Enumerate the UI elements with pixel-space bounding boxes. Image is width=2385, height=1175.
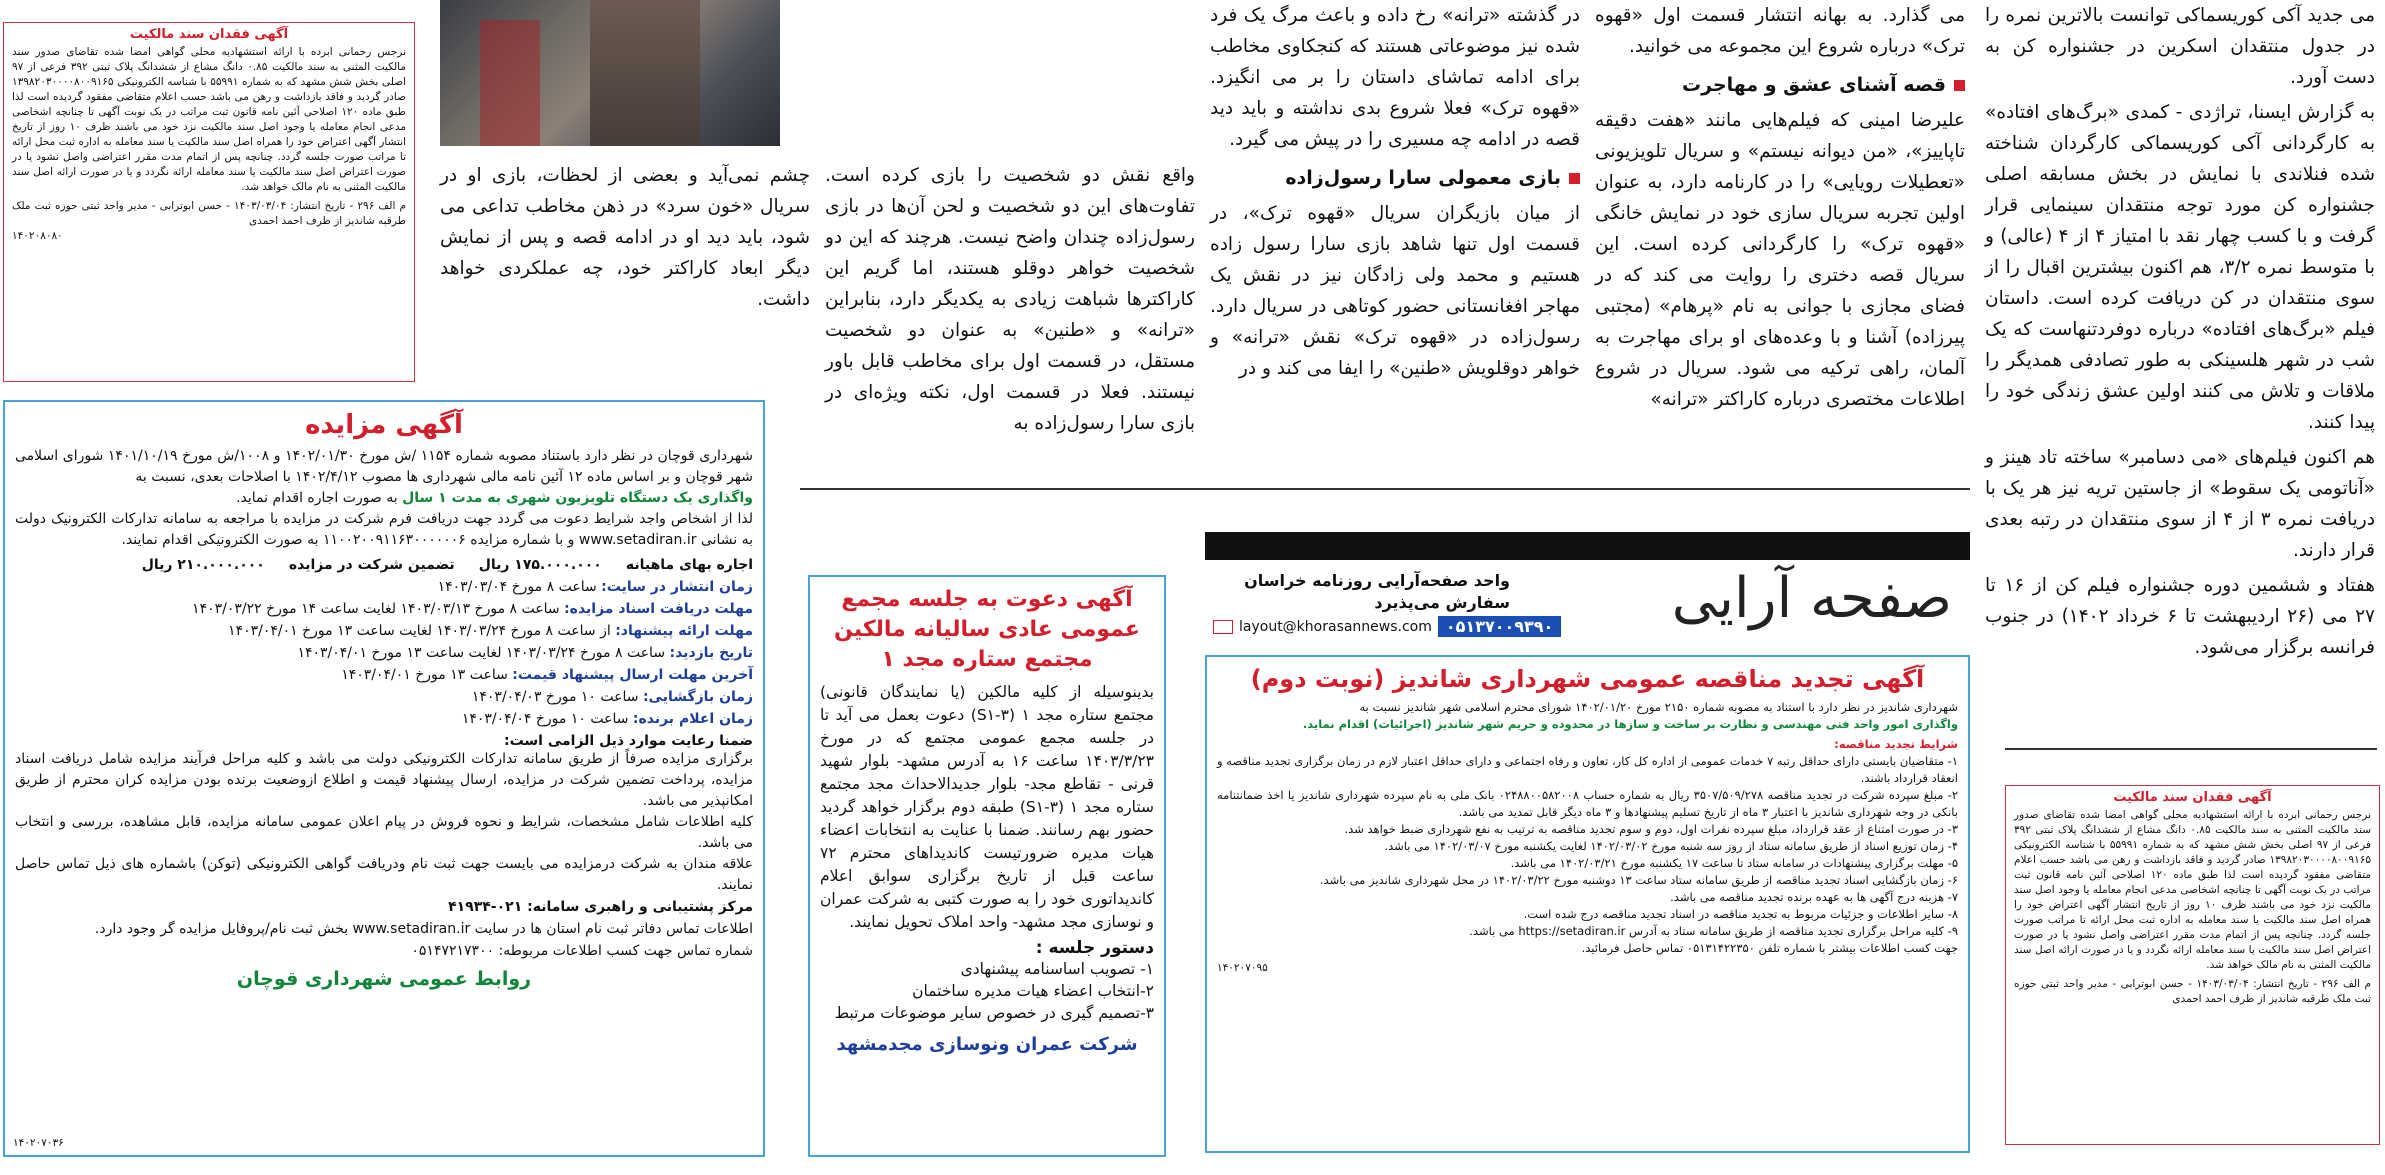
tender-item: ۷- هزینه درج آگهی ها به عهده برنده تجدید مناقصه می باشد. xyxy=(1670,890,1958,904)
paragraph: از میان بازیگران سریال «قهوه ترک»، در قسمت اول تنها شاهد بازی سارا رسول زاده هستیم و محمد ولی زادگان نیز در نقش یک مهاجر افغانستانی حضور کوتاهی در سریال دارد. رسول‌زاده در «قهوه ترک» نقش «ترانه» و خواهر دوقلویش «طنین» را ایفا می کند و در xyxy=(1210,203,1580,379)
auction-prices xyxy=(15,554,753,576)
schedule-key: زمان اعلام برنده: xyxy=(632,711,753,727)
auction-intro2: به صورت اجاره اقدام نماید. xyxy=(236,490,398,506)
schedule-key: مهلت ارائه پیشنهاد: xyxy=(615,623,753,639)
ad-code: ۱۴۰۲۰۸۰۸۰ xyxy=(12,230,63,242)
schedule-row xyxy=(15,576,753,598)
lost-deed-title: آگهی فقدان سند مالکیت xyxy=(129,27,289,42)
schedule-value: ساعت ۸ مورخ ۱۴۰۳/۰۳/۱۳ لغایت ساعت ۱۴ مورخ ۱۴۰۳/۰۳/۲۲ xyxy=(192,601,560,617)
red-square-bullet-icon xyxy=(1569,173,1580,184)
layout-unit: واحد صفحه‌آرایی روزنامه خراسان xyxy=(1244,571,1510,590)
column-divider xyxy=(2005,748,2377,750)
paragraph: چشم نمی‌آید و بعضی از لحظات، بازی او در سریال «خون سرد» در ذهن مخاطب تداعی می شود، باید دید او در ادامه قصه و پس از نمایش دیگر ابعاد کاراکتر خود، چه عملکردی خواهد داشت. xyxy=(440,165,810,310)
paragraph: هم اکنون فیلم‌های «می دسامبر» ساخته تاد هینز و «آناتومی یک سقوط» از جاستین تریه نیز هر یک با دریافت نمره ۳ از ۴ از سوی منتقدان در رتبه بعدی قرار دارند. xyxy=(1985,447,2375,561)
tender-scope: واگذاری امور واحد فنی مهندسی و نظارت بر ساخت و سازها در محدوده و حریم شهر شاندیز (اجرائیات) اقدام نماید. xyxy=(1302,717,1958,731)
ad-code: ۱۴۰۲۰۷۰۹۵ xyxy=(1217,962,1268,974)
auction-schedule xyxy=(15,576,753,730)
agenda-item: ۲-انتخاب اعضاء هیات مدیره ساختمان xyxy=(912,982,1154,1000)
assembly-body: بدینوسیله از کلیه مالکین (یا نمایندگان قانونی) مجتمع ستاره مجد ۱ (۳-S۱) دعوت بعمل می آید تا در جلسه مجمع عمومی مجتمع که در مورخ ۱۴۰۳/۳/۲۳ ساعت ۱۶ به آدرس مشهد- بلوار شهید قرنی - تقاطع مجد- بلوار جدیدالاحداث مجد مجتمع ستاره مجد ۱ (۳-S۱) طبقه دوم برگزار خواهد گردید حضور بهم رسانند. ضمنا با عنایت به انتخابات اعضاء هیات مدیره ضرورتیست کاندیداهای محترم ۷۲ ساعت قبل از تاریخ برگزاری سوابق اعلام کاندیداتوری خود را به صورت کتبی به شرکت عمران و نوسازی مجد مشهد- واحد املاک تحویل نمایند. xyxy=(820,683,1154,931)
schedule-key: آخرین مهلت ارسال پیشنهاد قیمت: xyxy=(512,667,753,683)
assembly-invitation-ad xyxy=(808,575,1166,1157)
auction-intro: شهرداری قوچان در نظر دارد باستناد مصوبه شماره ۱۱۵۴ /ش مورخ ۱۴۰۲/۰۱/۳۰ و ۱۰۰۸/ش مورخ ۱۴۰۱/۱۰/۱۹ شورای اسلامی شهر قوچان و بر اساس ماده ۱۲ آئین نامه مالی شهرداری ها مصوب ۱۴۰۲/۴/۱۲ با اصلاحات بعدی، نسبت به xyxy=(15,448,753,485)
article-column-5 xyxy=(440,160,810,360)
schedule-value: از ساعت ۸ مورخ ۱۴۰۳/۰۳/۲۴ لغایت ساعت ۱۳ مورخ ۱۴۰۳/۰۴/۰۱ xyxy=(228,623,611,639)
lost-deed-footer: م الف ۲۹۶ - تاریخ انتشار: ۱۴۰۳/۰۳/۰۴ - حسن ابوترابی - مدیر واحد ثبتی حوزه ثبت ملک طرقبه شاندیز از طرف احمد احمدی xyxy=(2014,978,2371,1005)
deposit-value: ۲۱۰.۰۰۰.۰۰۰ ریال xyxy=(141,557,265,573)
article-column-2 xyxy=(1595,0,1965,470)
tender-item: ۶- زمان بازگشایی اسناد تجدید مناقصه از طریق سامانه ستاد ساعت ۱۳ دوشنبه مورخ ۱۴۰۲/۰۳/۲۲ در محل شهرداری شاندیز می باشد. xyxy=(1319,873,1958,887)
assembly-title: آگهی دعوت به جلسه مجمع عمومی عادی سالیانه مالکین مجتمع ستاره مجد ۱ xyxy=(834,587,1140,672)
rent-label: اجاره بهای ماهیانه xyxy=(625,557,753,573)
paragraph: می گذارد. به بهانه انتشار قسمت اول «قهوه ترک» درباره شروع این مجموعه می خوانید. xyxy=(1595,5,1965,57)
rent-value: ۱۷۵.۰۰۰.۰۰۰ ریال xyxy=(478,557,602,573)
auction-subject-line xyxy=(15,488,753,509)
quchan-auction-ad xyxy=(3,400,765,1157)
paragraph: در گذشته «ترانه» رخ داده و باعث مرگ یک فرد شده نیز موضوعاتی هستند که کنجکاوی مخاطب برای ادامه تماشای داستان را بر می انگیزد. «قهوه ترک» فعلا شروع بدی نداشته و باید دید قصه در ادامه چه مسیری را در پیش می گیرد. xyxy=(1210,5,1580,150)
paragraph: به گزارش ایسنا، تراژدی - کمدی «برگ‌های افتاده» به کارگردانی آکی کوریسماکی کارگردان شناخته شده فنلاندی با نمایش در بخش مسابقه اصلی جشنواره کن مورد توجه منتقدان سینمایی قرار گرفت و با کسب چهار نقد با امتیاز ۴ از ۴ (عالی) و با متوسط نمره ۳/۲، هم اکنون بیشترین اقبال را از سوی منتقدان در کن دریافت کرده است. داستان فیلم «برگ‌های افتاده» درباره دوفردتنهاست که یک شب در شهر هلسینکی به طور تصادفی همدیگر را ملاقات و تلاش می کنند اولین عشق زندگی خود را پیدا کنند. xyxy=(1985,102,2375,433)
subheading-text: قصه آشنای عشق و مهاجرت xyxy=(1682,74,1946,96)
schedule-key: تاریخ بازدید: xyxy=(669,645,753,661)
subheading-acting xyxy=(1210,163,1580,194)
tender-item: ۱- متقاضیان بایستی دارای حداقل رتبه ۷ خدمات عمومی از اداره کل کار، تعاون و رفاه اجتماعی و دارای حداقل اعتبار لازم در زمان برگزاری تجدید مناقصه و انعقاد قرارداد باشند. xyxy=(1217,754,1958,785)
assembly-signature: شرکت عمران ونوسازی مجدمشهد xyxy=(836,1034,1138,1055)
support-center: مرکز پشتیبانی و راهبری سامانه: ۰۲۱-۴۱۹۳۴ xyxy=(448,899,753,915)
tender-title: آگهی تجدید مناقصه عمومی شهرداری شاندیز (نوبت دوم) xyxy=(1250,665,1925,693)
tender-item: ۲- مبلغ سپرده شرکت در تجدید مناقصه ۳۵۰۷/۵۰۹/۲۷۸ ریال به شماره حساب ۰۲۴۸۸۰۰۵۸۲۰۰۸ بانک ملی به نام سپرده شهرداری شاندیز یا اخذ ضمانتنامه بانکی در وجه شهرداری شاندیز با اعتبار ۳ ماه از تاریخ تسلیم پیشنهادها و ۳ ماه دیگر قابل تمدید می باشد. xyxy=(1217,788,1959,819)
auction-title: آگهی مزایده xyxy=(305,410,463,440)
layout-heading: صفحه آرایی xyxy=(1671,566,1952,631)
contact-info: شماره تماس جهت کسب اطلاعات مربوطه: ۰۵۱۴۷۲۱۷۳۰۰ xyxy=(411,943,753,959)
tender-item: ۵- مهلت برگزاری پیشنهادات در سامانه ستاد تا ساعت ۱۷ یکشنبه مورخ ۱۴۰۲/۰۳/۲۱ می باشد. xyxy=(1510,856,1958,870)
paragraph: علیرضا امینی که فیلم‌هایی مانند «هفت دقیقه تاپاییز»، «من دیوانه نیستم» و سریال تلویزیونی «تعطیلات رویایی» را در کارنامه دارد، به عنوان اولین تجربه سریال سازی خود در نمایش خانگی «قهوه ترک» را کارگردانی کرده است. این سریال قصه دختری را روایت می کند که در فضای مجازی با جوانی به نام «پرهام» (مجتبی پیرزاده) آشنا و با وعده‌های او برای مهاجرت به آلمان، راهی ترکیه می شود. سریال در شروع اطلاعات مختصری درباره کاراکتر «ترانه» xyxy=(1595,110,1965,410)
agenda-item: ۳-تصمیم گیری در خصوص سایر موضوعات مرتبط xyxy=(834,1004,1154,1022)
schedule-row xyxy=(15,620,753,642)
layout-orders: سفارش می‌پذیرد xyxy=(1374,593,1510,612)
offices-info: اطلاعات تماس دفاتر ثبت نام استان ها در سایت www.setadiran.ir بخش ثبت نام/پروفایل مزایده گر وجود دارد. xyxy=(94,921,753,937)
article-bottom-rule xyxy=(800,488,1970,490)
layout-phone: ۰۵۱۳۷۰۰۹۳۹۰ xyxy=(1438,616,1561,637)
schedule-value: ساعت ۸ مورخ ۱۴۰۳/۰۳/۲۴ لغایت ساعت ۱۳ مورخ ۱۴۰۳/۰۴/۰۱ xyxy=(297,645,666,661)
lost-deed-ad-bottom xyxy=(2005,785,2380,1145)
lost-deed-body: نرجس رحمانی ابرده با ارائه استشهادیه محلی گواهی امضا شده تقاضای صدور سند مالکیت المثنی به سند مالکیت ۰.۸۵ دانگ مشاع از ششدانگ پلاک ثبتی ۳۹۲ فرعی از ۹۷ اصلی بخش شش مشهد که به شماره ۵۵۹۹۱ با شناسه الکترونیکی ۱۳۹۸۲۰۳۰۰۰۰۸۰۰۹۱۶۵ صادر گردید و فاقد بازداشت و رهن می باشد حسب اعلام متقاضی مفقود گردیده است لذا طبق ماده ۱۲۰ اصلاحی آئین نامه قانون ثبت مراتب در یک نوبت آگهی تا چنانچه اشخاصی مدعی انجام معامله یا وجود اصل سند مالکیت نزد خود می باشند ظرف ۱۰ روز از تاریخ انتشار آگهی اعتراض خود را همراه اصل سند مالکیت یا سند معامله به اداره ثبت محل ارائه تا مراتب صورت جلسه گردد. چنانچه پس از اتمام مدت مقرر اعتراضی واصل نشود یا در صورت اعتراض اصل سند مالکیت یا سند معامله ارائه نگردد و یا در صورت ارائه اصل سند مالکیت المثنی به نام مالک خواهد شد. xyxy=(12,46,407,193)
series-still-photo xyxy=(440,0,780,146)
auction-para2: لذا از اشخاص واجد شرایط دعوت می گردد جهت دریافت فرم شرکت در مزایده با مراجعه به سامانه تدارکات الکترونیک دولت به نشانی www.setadiran.ir و با شماره مزایده ۱۱۰۰۲۰۰۹۱۱۶۳۰۰۰۰۰۰۶ به صورت الکترونیکی اقدام نمایند. xyxy=(15,511,753,548)
notes-title: ضمنا رعایت موارد ذیل الزامی است: xyxy=(503,733,753,749)
article-column-3 xyxy=(1210,0,1580,470)
schedule-key: زمان انتشار در سایت: xyxy=(601,579,753,595)
subheading-love-migration xyxy=(1595,70,1965,101)
shandiz-tender-ad xyxy=(1205,655,1970,1153)
tender-item: ۳- در صورت امتناع از عقد قرارداد، مبلغ سپرده نفرات اول، دوم و سوم تجدید مناقصه به ترتیب به نفع شهرداری ضبط خواهد شد. xyxy=(1344,822,1958,836)
auction-subject: واگذاری یک دستگاه تلویزیون شهری به مدت ۱ سال xyxy=(402,490,753,506)
layout-contact xyxy=(1213,616,1561,637)
red-square-bullet-icon xyxy=(1954,80,1965,91)
tender-item: ۸- سایر اطلاعات و جزئیات مربوط به تجدید مناقصه در اسناد تجدید مناقصه درج شده است. xyxy=(1523,907,1958,921)
tender-intro: شهرداری شاندیز در نظر دارد با استناد به مصوبه شماره ۲۱۵۰ مورخ ۱۴۰۲/۰۱/۲۰ شورای محترم اسلامی شهر شاندیز نسبت به xyxy=(1359,700,1958,714)
schedule-key: مهلت دریافت اسناد مزایده: xyxy=(564,601,753,617)
auction-signature: روابط عمومی شهرداری قوچان xyxy=(236,968,532,990)
schedule-value: ساعت ۱۰ مورخ ۱۴۰۳/۰۴/۰۳ xyxy=(471,689,639,705)
layout-email[interactable]: layout@khorasannews.com xyxy=(1239,618,1432,635)
lost-deed-title: آگهی فقدان سند مالکیت xyxy=(2113,790,2272,805)
article-column-4 xyxy=(825,160,1195,460)
paragraph: هفتاد و ششمین دوره جشنواره فیلم کن از ۱۶ تا ۲۷ می (۲۶ اردیبهشت تا ۶ خرداد ۱۴۰۲) در جنوب فرانسه برگزار می‌شود. xyxy=(1985,575,2375,658)
layout-unit-text xyxy=(1210,570,1510,614)
lost-deed-footer: م الف ۲۹۶ - تاریخ انتشار: ۱۴۰۳/۰۳/۰۴ - حسن ابوترابی - مدیر واحد ثبتی حوزه ثبت ملک طرقبه شاندیز از طرف احمد احمدی xyxy=(12,200,406,227)
note: کلیه اطلاعات شامل مشخصات، شرایط و نحوه فروش در پیام اعلان عمومی سامانه مزایده، قابل مشاهده، بررسی و انتخاب می باشد. xyxy=(15,814,753,851)
agenda-item: ۱- تصویب اساسنامه پیشنهادی xyxy=(960,960,1154,978)
tender-item: ۹- کلیه مراحل برگزاری تجدید مناقصه از طریق سامانه ستاد به آدرس https://setadiran.ir می باشد. xyxy=(1469,924,1958,938)
lost-deed-body: نرجس رحمانی ابرده با ارائه استشهادیه محلی گواهی امضا شده تقاضای صدور سند مالکیت المثنی به سند مالکیت ۰.۸۵ دانگ مشاع از ششدانگ پلاک ثبتی ۳۹۲ فرعی از ۹۷ اصلی بخش شش مشهد که به شماره ۵۵۹۹۱ با شناسه الکترونیکی ۱۳۹۸۲۰۳۰۰۰۰۸۰۰۹۱۶۵ صادر گردید و فاقد بازداشت و رهن می باشد حسب اعلام متقاضی مفقود گردیده است لذا طبق ماده ۱۲۰ اصلاحی آئین نامه قانون ثبت مراتب در یک نوبت آگهی تا چنانچه اشخاصی مدعی انجام معامله یا وجود اصل سند مالکیت نزد خود می باشند ظرف ۱۰ روز از تاریخ انتشار آگهی اعتراض خود را همراه اصل سند مالکیت یا سند معامله به اداره ثبت محل ارائه تا مراتب صورت جلسه گردد. چنانچه پس از اتمام مدت مقرر اعتراضی واصل نشود یا در صورت اعتراض اصل سند مالکیت یا سند معامله ارائه نگردد و یا در صورت ارائه اصل سند مالکیت المثنی به نام مالک خواهد شد. xyxy=(2014,809,2371,971)
tender-item: ۴- زمان توزیع اسناد از طریق سامانه ستاد از روز سه شنبه مورخ ۱۴۰۲/۰۳/۰۲ لغایت یکشنبه مورخ ۱۴۰۲/۰۳/۰۷ می باشد. xyxy=(1384,839,1958,853)
schedule-row xyxy=(15,642,753,664)
schedule-value: ساعت ۸ مورخ ۱۴۰۳/۰۳/۰۴ xyxy=(437,579,597,595)
schedule-row xyxy=(15,598,753,620)
subheading-text: بازی معمولی سارا رسول‌زاده xyxy=(1285,167,1561,189)
black-banner xyxy=(1205,532,1970,560)
lost-deed-ad-top xyxy=(3,22,415,382)
red-curtain xyxy=(480,20,540,146)
schedule-value: ساعت ۱۰ مورخ ۱۴۰۳/۰۴/۰۴ xyxy=(461,711,629,727)
tender-conditions-title: شرایط تجدید مناقصه: xyxy=(1834,737,1958,751)
deposit-label: تضمین شرکت در مزایده xyxy=(288,557,455,573)
schedule-value: ساعت ۱۳ مورخ ۱۴۰۳/۰۴/۰۱ xyxy=(341,667,508,683)
agenda-title: دستور جلسه : xyxy=(1035,938,1154,958)
schedule-row xyxy=(15,664,753,686)
tender-item: جهت کسب اطلاعات بیشتر با شماره تلفن ۰۵۱۳۱۴۲۲۳۵۰ تماس حاصل فرمائید. xyxy=(1581,941,1958,955)
note: علاقه مندان به شرکت درمزایده می بایست جهت ثبت نام ودریافت گواهی الکترونیکی (توکن) باشماره های ذیل تماس حاصل نمایند. xyxy=(15,856,753,893)
actor-figure xyxy=(590,0,700,146)
schedule-row xyxy=(15,686,753,708)
article-column-1 xyxy=(1985,0,2375,725)
email-icon xyxy=(1213,620,1233,634)
schedule-key: زمان بازگشایی: xyxy=(642,689,753,705)
schedule-row xyxy=(15,708,753,730)
paragraph: می جدید آکی کوریسماکی توانست بالاترین نمره را در جدول منتقدان اسکرین در جشنواره کن به دست آورد. xyxy=(1985,5,2375,88)
ad-code: ۱۴۰۲۰۷۰۳۶ xyxy=(13,1137,64,1149)
layout-service-ad xyxy=(1205,532,1970,637)
paragraph: واقع نقش دو شخصیت را بازی کرده است. تفاوت‌های این دو شخصیت و لحن آن‌ها در بازی رسول‌زاده چندان واضح نیست. هرچند که این دو شخصیت خواهر دوقلو هستند، اما گریم این کاراکترها شباهت زیادی به یکدیگر دارد، بنابراین «ترانه» و «طنین» به عنوان دو شخصیت مستقل، در قسمت اول برای مخاطب قابل باور نیستند. فعلا در قسمت اول، نکته ویژه‌ای در بازی سارا رسول‌زاده به xyxy=(825,165,1195,434)
note: برگزاری مزایده صرفاً از طریق سامانه تدارکات الکترونیکی دولت می باشد و کلیه مراحل فرآیند مزایده شامل دریافت اسناد مزایده، پرداخت تضمین شرکت در مزایده، ارسال پیشنهاد قیمت و اطلاع ازوضعیت برنده بودن مزایده کران محترم از طریق امکانپذیر می باشد. xyxy=(15,751,753,809)
